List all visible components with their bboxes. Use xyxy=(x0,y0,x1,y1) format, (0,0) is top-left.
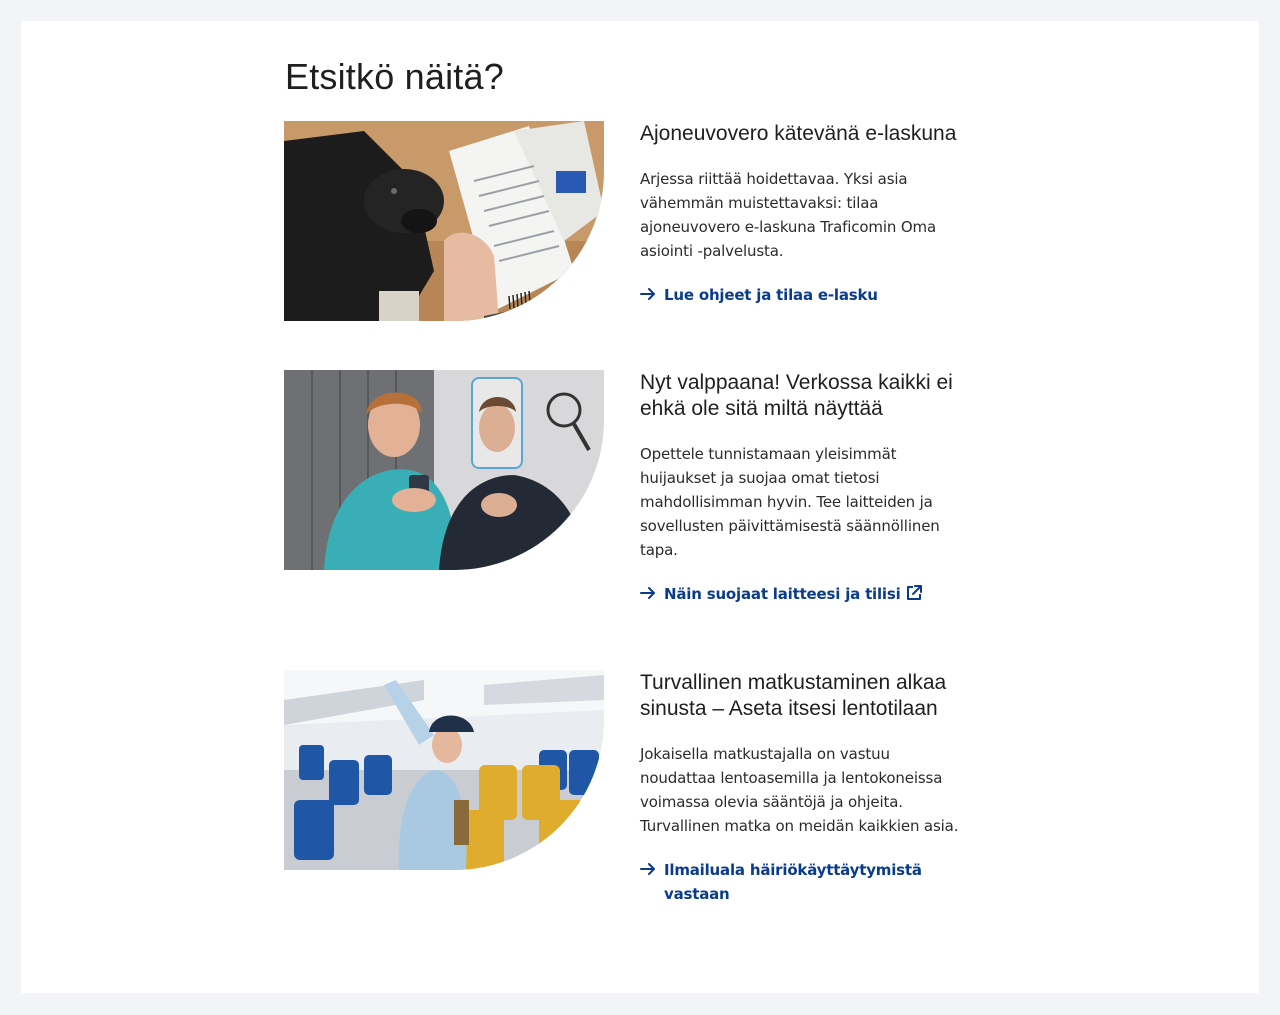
link-label: Ilmailuala häiriökäyttäytymistä vastaan xyxy=(664,861,922,903)
section-heading: Etsitkö näitä? xyxy=(285,56,504,97)
men-phone-illustration xyxy=(284,370,604,570)
arrow-right-icon xyxy=(640,582,656,599)
arrow-right-icon xyxy=(640,858,656,875)
arrow-right-icon xyxy=(640,283,656,300)
article-title: Nyt valppaana! Verkossa kaikki ei ehkä ole sitä miltä näyttää xyxy=(640,371,953,420)
external-link-icon xyxy=(905,584,923,602)
article-description: Arjessa riittää hoidettavaa. Yksi asia vähemmän muistettavaksi: tilaa ajoneuvovero e-laskuna Traficomin Oma asiointi -palvelusta. xyxy=(640,170,937,260)
article-title: Turvallinen matkustaminen alkaa sinusta – Aseta itsesi lentotilaan xyxy=(640,671,947,720)
read-instructions-order-einvoice-link[interactable] xyxy=(640,283,960,307)
link-label: Näin suojaat laitteesi ja tilisi xyxy=(664,585,901,603)
aviation-against-disruptive-behaviour-link[interactable] xyxy=(640,858,960,906)
article-image-airplane-cabin[interactable] xyxy=(284,670,604,870)
article-title: Ajoneuvovero kätevänä e-laskuna xyxy=(640,122,957,145)
protect-devices-accounts-link[interactable] xyxy=(640,582,960,606)
article-image-two-men-phone[interactable] xyxy=(284,370,604,570)
article-description: Opettele tunnistamaan yleisimmät huijaukset ja suojaa omat tietosi mahdollisimman hyvin. Tee laitteiden ja sovellusten päivittämisestä säännöllinen tapa. xyxy=(640,445,940,559)
article-description: Jokaisella matkustajalla on vastuu noudattaa lentoasemilla ja lentokoneissa voimassa olevia sääntöjä ja ohjeita. Turvallinen matka on meidän kaikkien asia. xyxy=(640,745,959,835)
link-label: Lue ohjeet ja tilaa e-lasku xyxy=(664,286,878,304)
dog-invoice-illustration xyxy=(284,121,604,321)
article-image-dog-invoice[interactable] xyxy=(284,121,604,321)
airplane-cabin-illustration xyxy=(284,670,604,870)
content-card xyxy=(21,21,1259,993)
